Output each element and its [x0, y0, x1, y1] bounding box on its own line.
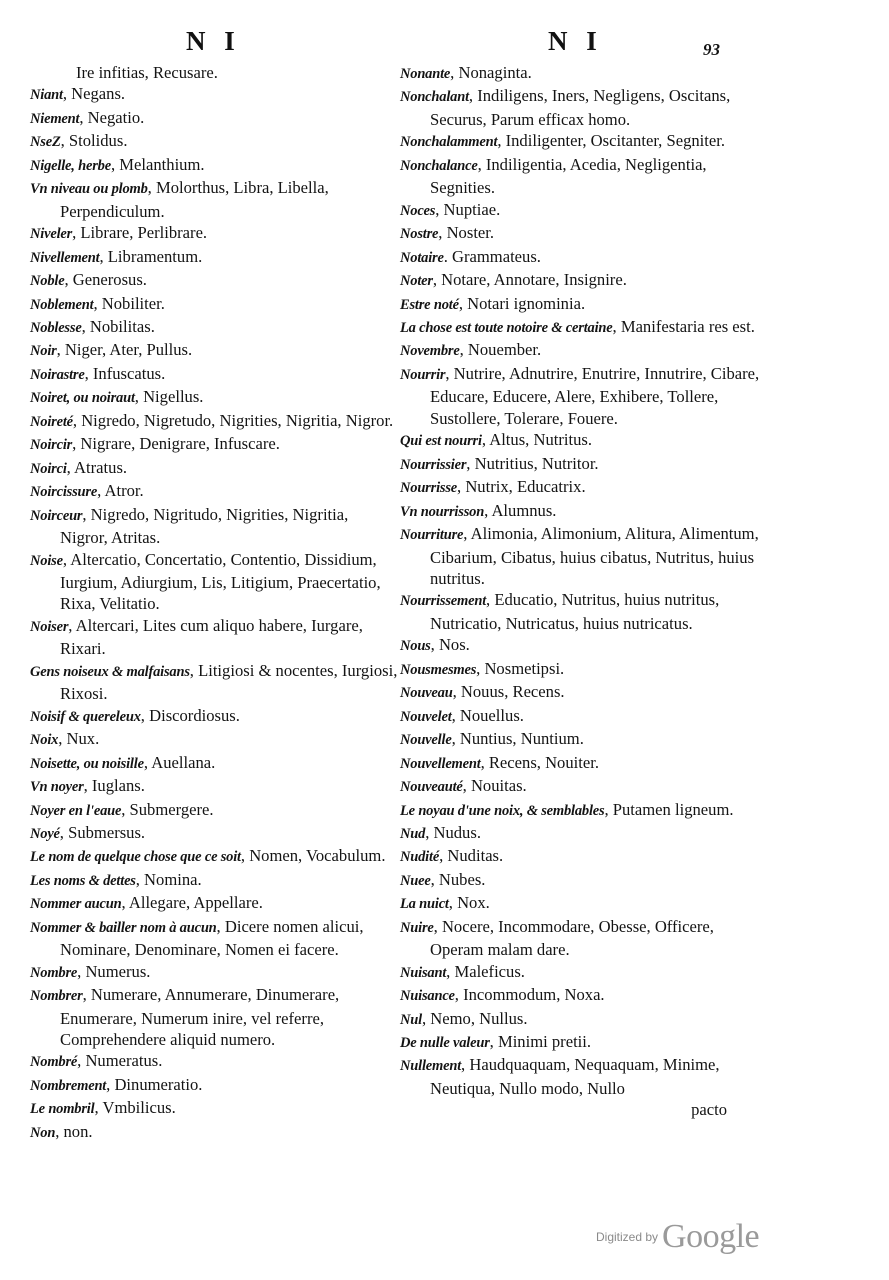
- dictionary-entry: [30, 107, 398, 130]
- headword: Nouvellement: [400, 755, 481, 772]
- latin-equivalents: , Dicere nomen alicui, Nominare, Denominare, Nomen ei facere.: [60, 916, 364, 960]
- dictionary-entry: [30, 869, 398, 892]
- latin-equivalents: , Nutrire, Adnutrire, Enutrire, Innutrire, Cibare, Educare, Educere, Alere, Exhibere, Tollere, Sustollere, Tolerare, Fouere.: [430, 363, 760, 428]
- headword: Noyé: [30, 825, 60, 842]
- headword: Nous: [400, 638, 431, 655]
- dictionary-entry: [30, 984, 398, 1050]
- dictionary-entry: [30, 246, 398, 269]
- dictionary-entry: [400, 799, 765, 822]
- dictionary-entry: [400, 1031, 765, 1054]
- dictionary-entry: [400, 363, 765, 429]
- headword: Nourrir: [400, 366, 446, 383]
- dictionary-entry: [400, 85, 765, 130]
- dictionary-entry: [30, 433, 398, 456]
- dictionary-entry: [30, 83, 398, 106]
- headword: Noircissure: [30, 484, 98, 501]
- headword: Nouveau: [400, 685, 453, 702]
- latin-equivalents: , Submersus.: [59, 822, 146, 842]
- latin-equivalents: , Notari ignominia.: [458, 293, 586, 313]
- headword: Noirci: [30, 460, 67, 477]
- headword: Noisif & quereleux: [30, 708, 141, 725]
- dictionary-entry: [400, 1054, 765, 1099]
- headword: Nombré: [30, 1054, 78, 1071]
- google-logo: Google: [662, 1218, 760, 1255]
- latin-equivalents: , Manifestaria res est.: [612, 316, 755, 336]
- latin-equivalents: , Litigiosi & nocentes, Iurgiosi, Rixosi.: [60, 660, 398, 704]
- latin-equivalents: , Nudus.: [425, 822, 481, 842]
- dictionary-entry: [30, 177, 398, 222]
- headword: Noiret, ou noiraut: [30, 390, 135, 407]
- dictionary-entry: [30, 728, 398, 751]
- latin-equivalents: , Nutritius, Nutritor.: [466, 453, 599, 473]
- headword: Nivellement: [30, 249, 100, 266]
- headword: Nudité: [400, 849, 440, 866]
- dictionary-entry: [30, 961, 398, 984]
- headword: Nombrement: [30, 1077, 107, 1094]
- headword: Nousmesmes: [400, 661, 477, 678]
- dictionary-entry: [30, 1121, 398, 1144]
- latin-equivalents: , Nemo, Nullus.: [421, 1008, 528, 1028]
- dictionary-entry: [30, 222, 398, 245]
- dictionary-entry: [30, 504, 398, 549]
- latin-equivalents: , Noster.: [438, 223, 495, 243]
- latin-equivalents: , Nosmetipsi.: [476, 658, 565, 678]
- latin-equivalents: , Indiligenter, Oscitanter, Segniter.: [497, 131, 726, 151]
- headword: Noisette, ou noisille: [30, 755, 144, 772]
- latin-equivalents: , Nubes.: [430, 869, 486, 889]
- headword: Noble: [30, 273, 65, 290]
- latin-equivalents: , Submergere.: [121, 799, 214, 819]
- dictionary-entry: [30, 892, 398, 915]
- left-entries: [30, 83, 398, 1144]
- headword: Vn niveau ou plomb: [30, 181, 148, 198]
- headword: De nulle valeur: [400, 1035, 490, 1052]
- latin-equivalents: , Allegare, Appellare.: [121, 893, 263, 913]
- headword: La nuict: [400, 896, 449, 913]
- latin-equivalents: , Librare, Perlibrare.: [72, 223, 208, 243]
- headword: Noirceur: [30, 507, 83, 524]
- headword: Noix: [30, 732, 59, 749]
- latin-equivalents: , Altus, Nutritus.: [481, 430, 593, 450]
- dictionary-entry: [400, 1008, 765, 1031]
- headword: Nonchalant: [400, 89, 469, 106]
- headword: Nuisant: [400, 964, 447, 981]
- headword: Nouvelet: [400, 708, 452, 725]
- latin-equivalents: , Nobiliter.: [93, 293, 165, 313]
- headword: Nigelle, herbe: [30, 157, 111, 174]
- latin-equivalents: , Notare, Annotare, Insignire.: [432, 270, 627, 290]
- dictionary-entry: [30, 845, 398, 868]
- latin-equivalents: , Nouus, Recens.: [452, 682, 565, 702]
- dictionary-entry: [400, 453, 765, 476]
- dictionary-entry: [30, 615, 398, 660]
- latin-equivalents: , Maleficus.: [446, 961, 525, 981]
- headword: Nourrissier: [400, 456, 467, 473]
- latin-equivalents: , Nox.: [448, 893, 490, 913]
- headword: Nonchalance: [400, 157, 478, 174]
- latin-equivalents: , Nigredo, Nigritudo, Nigrities, Nigritia, Nigror, Atritas.: [60, 504, 349, 548]
- dictionary-entry: [400, 775, 765, 798]
- latin-equivalents: , Nuptiae.: [435, 199, 501, 219]
- latin-equivalents: , Altercari, Lites cum aliquo habere, Iurgare, Rixari.: [60, 615, 363, 659]
- headword: Non: [30, 1124, 56, 1141]
- headword: Noise: [30, 552, 63, 569]
- dictionary-entry: [400, 589, 765, 634]
- latin-equivalents: , Dinumeratio.: [106, 1074, 203, 1094]
- headword: Vn noyer: [30, 779, 84, 796]
- dictionary-entry: [30, 269, 398, 292]
- headword: Estre noté: [400, 296, 459, 313]
- dictionary-entry: [400, 705, 765, 728]
- headword: Nul: [400, 1011, 422, 1028]
- headword: Nommer & bailler nom à aucun: [30, 919, 217, 936]
- dictionary-entry: [400, 984, 765, 1007]
- latin-equivalents: , Discordiosus.: [140, 705, 240, 725]
- latin-equivalents: , Niger, Ater, Pullus.: [56, 340, 193, 360]
- watermark-prefix: Digitized by: [596, 1230, 659, 1244]
- latin-equivalents: , Nomina.: [135, 869, 202, 889]
- dictionary-entry: [400, 339, 765, 362]
- latin-equivalents: , Nouellus.: [451, 705, 524, 725]
- latin-equivalents: , Atror.: [97, 481, 144, 501]
- headword: Nuire: [400, 919, 434, 936]
- dictionary-entry: [30, 130, 398, 153]
- headword: Qui est nourri: [400, 433, 482, 450]
- headword: Le nombril: [30, 1101, 95, 1118]
- dictionary-entry: [400, 845, 765, 868]
- dictionary-entry: [30, 457, 398, 480]
- headword: Niement: [30, 110, 80, 127]
- dictionary-entry: [30, 363, 398, 386]
- digitized-watermark: [596, 1218, 759, 1256]
- latin-equivalents: , Melanthium.: [110, 154, 205, 174]
- latin-equivalents: , Atratus.: [66, 457, 128, 477]
- headword: Vn nourrisson: [400, 503, 485, 520]
- headword: Niveler: [30, 226, 73, 243]
- latin-equivalents: , Indiligens, Iners, Negligens, Oscitans, Securus, Parum efficax homo.: [430, 86, 731, 129]
- latin-equivalents: , Recens, Nouiter.: [480, 752, 599, 772]
- headword: Nommer aucun: [30, 896, 122, 913]
- dictionary-entry: [400, 222, 765, 245]
- latin-equivalents: , Vmbilicus.: [94, 1098, 176, 1118]
- headword: NseZ: [30, 134, 61, 151]
- latin-equivalents: , Numerare, Annumerare, Dinumerare, Enumerare, Numerum inire, vel referre, Comprehendere aliquid numero.: [60, 985, 340, 1050]
- latin-equivalents: , Numeratus.: [77, 1051, 163, 1071]
- latin-equivalents: , Nigredo, Nigretudo, Nigrities, Nigritia, Nigror.: [72, 410, 394, 430]
- dictionary-entry: [400, 246, 765, 269]
- dictionary-entry: [30, 316, 398, 339]
- headword: Nourriture: [400, 527, 464, 544]
- headword: Nourrisse: [400, 480, 458, 497]
- latin-equivalents: , Stolidus.: [60, 131, 128, 151]
- dictionary-entry: [400, 293, 765, 316]
- dictionary-entry: [30, 1097, 398, 1120]
- dictionary-entry: [400, 316, 765, 339]
- running-head-left: N I: [186, 26, 241, 56]
- latin-equivalents: , Educatio, Nutritus, huius nutritus, Nutricatio, Nutricatus, huius nutricatus.: [430, 590, 720, 633]
- headword: Noirastre: [30, 366, 85, 383]
- headword: Novembre: [400, 343, 460, 360]
- headword: Nouveauté: [400, 779, 463, 796]
- headword: Niant: [30, 87, 63, 104]
- latin-equivalents: , Haudquaquam, Nequaquam, Minime, Neutiqua, Nullo modo, Nullo: [430, 1055, 720, 1098]
- headword: Le nom de quelque chose que ce soit: [30, 849, 241, 866]
- dictionary-entry: [400, 728, 765, 751]
- latin-equivalents: , Numerus.: [77, 961, 151, 981]
- dictionary-entry: [400, 199, 765, 222]
- headword: Notaire: [400, 249, 444, 266]
- dictionary-entry: [30, 549, 398, 615]
- dictionary-entry: [30, 775, 398, 798]
- latin-equivalents: , Nutrix, Educatrix.: [457, 477, 586, 497]
- latin-equivalents: . Grammateus.: [443, 246, 541, 266]
- latin-equivalents: , Molorthus, Libra, Libella, Perpendiculum.: [60, 178, 329, 221]
- latin-equivalents: , Nigellus.: [134, 387, 204, 407]
- dictionary-entry: [400, 476, 765, 499]
- latin-equivalents: , Iuglans.: [83, 776, 145, 796]
- latin-equivalents: , Nigrare, Denigrare, Infuscare.: [72, 434, 280, 454]
- dictionary-entry: [400, 961, 765, 984]
- latin-equivalents: , Infuscatus.: [84, 363, 166, 383]
- left-column: [30, 62, 398, 1144]
- dictionary-entry: [400, 822, 765, 845]
- dictionary-entry: [30, 480, 398, 503]
- latin-equivalents: , Indiligentia, Acedia, Negligentia, Segnities.: [430, 154, 707, 198]
- headword: Noyer en l'eaue: [30, 802, 122, 819]
- dictionary-entry: [30, 154, 398, 177]
- latin-equivalents: , Nux.: [58, 729, 100, 749]
- dictionary-entry: [400, 523, 765, 589]
- latin-equivalents: , Nouitas.: [462, 776, 527, 796]
- dictionary-entry: [400, 916, 765, 961]
- headword: La chose est toute notoire & certaine: [400, 319, 613, 336]
- dictionary-entry: [30, 916, 398, 961]
- latin-equivalents: , Putamen ligneum.: [604, 799, 734, 819]
- dictionary-entry: [400, 681, 765, 704]
- page-number: 93: [703, 40, 720, 59]
- dictionary-entry: [400, 62, 765, 85]
- latin-equivalents: , Minimi pretii.: [489, 1032, 592, 1052]
- latin-equivalents: , Nonaginta.: [450, 63, 532, 82]
- headword: Noiser: [30, 618, 69, 635]
- right-entries: [400, 62, 765, 1099]
- dictionary-entry: [400, 269, 765, 292]
- latin-equivalents: , non.: [55, 1121, 93, 1141]
- headword: Nombre: [30, 964, 78, 981]
- headword: Noireté: [30, 413, 73, 430]
- running-head-right: N I: [548, 26, 603, 56]
- latin-equivalents: , Incommodum, Noxa.: [454, 985, 605, 1005]
- headword: Nouvelle: [400, 732, 452, 749]
- headword: Nullement: [400, 1058, 462, 1075]
- headword: Nonchalamment: [400, 134, 498, 151]
- dictionary-entry: [30, 822, 398, 845]
- headword: Les noms & dettes: [30, 872, 136, 889]
- headword: Nuisance: [400, 988, 455, 1005]
- dictionary-entry: [400, 500, 765, 523]
- dictionary-entry: [400, 892, 765, 915]
- latin-equivalents: , Negatio.: [79, 107, 145, 127]
- latin-equivalents: , Nocere, Incommodare, Obesse, Officere, Operam malam dare.: [430, 916, 714, 960]
- headword: Nud: [400, 825, 426, 842]
- headword: Noter: [400, 273, 433, 290]
- dictionary-entry: [30, 1074, 398, 1097]
- latin-equivalents: , Altercatio, Concertatio, Contentio, Dissidium, Iurgium, Adiurgium, Lis, Litigium, Praecertatio, Rixa, Velitatio.: [60, 549, 381, 614]
- dictionary-entry: [400, 869, 765, 892]
- dictionary-entry: [30, 293, 398, 316]
- dictionary-entry: [400, 634, 765, 657]
- latin-equivalents: , Alimonia, Alimonium, Alitura, Alimentum, Cibarium, Cibatus, huius cibatus, Nutritus, huius nutritus.: [430, 524, 759, 588]
- dictionary-entry: [30, 386, 398, 409]
- dictionary-entry: [30, 705, 398, 728]
- headword: Nourrissement: [400, 593, 487, 610]
- headword: Noircir: [30, 437, 73, 454]
- latin-equivalents: , Libramentum.: [99, 246, 203, 266]
- dictionary-entry: [400, 429, 765, 452]
- dictionary-entry: [30, 410, 398, 433]
- dictionary-entry: [30, 660, 398, 705]
- headword: Nostre: [400, 226, 439, 243]
- latin-equivalents: , Nuditas.: [439, 846, 504, 866]
- headword: Le noyau d'une noix, & semblables: [400, 802, 605, 819]
- dictionary-entry: [400, 658, 765, 681]
- right-column: [400, 62, 765, 1121]
- dictionary-entry: [30, 752, 398, 775]
- dictionary-entry: [30, 339, 398, 362]
- catchword: pacto: [691, 1100, 727, 1120]
- dictionary-entry: [30, 1050, 398, 1073]
- headword: Nuee: [400, 872, 431, 889]
- headword: Nombrer: [30, 988, 83, 1005]
- dictionary-entry: [400, 154, 765, 199]
- headword: Noblesse: [30, 319, 82, 336]
- headword: Nonante: [400, 66, 451, 82]
- latin-equivalents: , Alumnus.: [484, 500, 557, 520]
- latin-equivalents: , Nobilitas.: [81, 316, 155, 336]
- latin-equivalents: , Generosus.: [64, 270, 147, 290]
- dictionary-entry: [400, 752, 765, 775]
- latin-equivalents: , Negans.: [62, 84, 126, 104]
- dictionary-entry: [30, 799, 398, 822]
- continuation-line: Ire infitias, Recusare.: [76, 63, 218, 82]
- latin-equivalents: , Nos.: [430, 635, 470, 655]
- headword: Gens noiseux & malfaisans: [30, 663, 190, 680]
- headword: Noblement: [30, 296, 94, 313]
- latin-equivalents: , Nouember.: [459, 340, 542, 360]
- latin-equivalents: , Auellana.: [143, 752, 216, 772]
- latin-equivalents: , Nuntius, Nuntium.: [451, 729, 584, 749]
- headword: Noir: [30, 343, 57, 360]
- latin-equivalents: , Nomen, Vocabulum.: [240, 846, 386, 866]
- dictionary-entry: [400, 130, 765, 153]
- headword: Noces: [400, 202, 436, 219]
